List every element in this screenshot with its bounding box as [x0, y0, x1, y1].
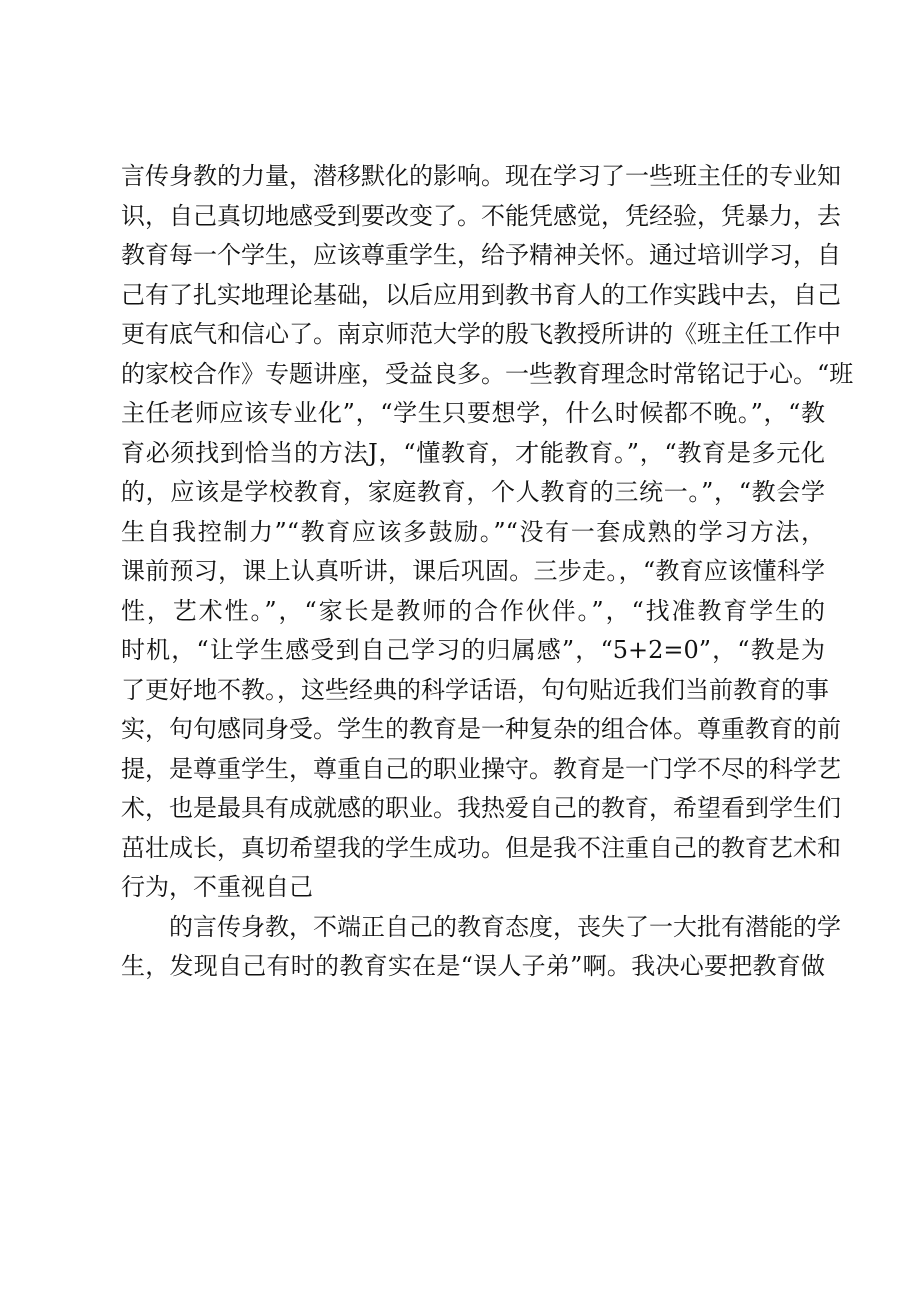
paragraph-2	[121, 908, 841, 987]
text-line: 茁壮成长，真切希望我的学生成功。但是我不注重自己的教育艺术和	[121, 833, 841, 862]
text-line: 言传身教的力量，潜移默化的影响。现在学习了一些班主任的专业知	[121, 162, 841, 190]
text-line: 生自我控制力”“教育应该多鼓励。”“没有一套成熟的学习方法，	[121, 517, 825, 546]
text-line: 生，发现自己有时的教育实在是“误人子弟”啊。我决心要把教育做	[121, 952, 825, 980]
text-line: 的言传身教，不端正自己的教育态度，丧失了一大批有潜能的学	[169, 912, 841, 941]
document-body	[121, 157, 854, 987]
paragraph-1	[121, 157, 854, 908]
text-line: 教育每一个学生，应该尊重学生，给予精神关怀。通过培训学习，自	[121, 241, 841, 269]
text-line: 育必须找到恰当的方法J，“懂教育，才能教育。”，“教育是多元化	[121, 438, 825, 467]
text-line: 行为，不重视自己	[121, 873, 313, 901]
text-line: 了更好地不教。，这些经典的科学话语，句句贴近我们当前教育的事	[121, 675, 829, 704]
text-line: 更有底气和信心了。南京师范大学的殷飞教授所讲的《班主任工作中	[121, 320, 841, 348]
text-line: 主任老师应该专业化”，“学生只要想学，什么时候都不晚。”，“教	[121, 399, 825, 427]
text-line: 的，应该是学校教育，家庭教育，个人教育的三统一。”，“教会学	[121, 478, 825, 506]
text-line: 时机，“让学生感受到自己学习的归属感”，“5+2=0”，“教是为	[121, 636, 825, 664]
text-line: 的家校合作》专题讲座，受益良多。一些教育理念时常铭记于心。“班	[121, 359, 854, 388]
text-line: 识，自己真切地感受到要改变了。不能凭感觉，凭经验，凭暴力，去	[121, 201, 841, 230]
text-line: 己有了扎实地理论基础，以后应用到教书育人的工作实践中去，自己	[121, 280, 841, 309]
text-line: 课前预习，课上认真听讲，课后巩固。三步走。，“教育应该懂科学	[121, 557, 825, 585]
text-line: 术，也是最具有成就感的职业。我热爱自己的教育，希望看到学生们	[121, 794, 841, 822]
text-line: 性，艺术性。”，“家长是教师的合作伙伴。”，“找准教育学生的	[121, 596, 825, 625]
text-line: 提，是尊重学生，尊重自己的职业操守。教育是一门学不尽的科学艺	[121, 754, 841, 783]
text-line: 实，句句感同身受。学生的教育是一种复杂的组合体。尊重教育的前	[121, 715, 841, 743]
